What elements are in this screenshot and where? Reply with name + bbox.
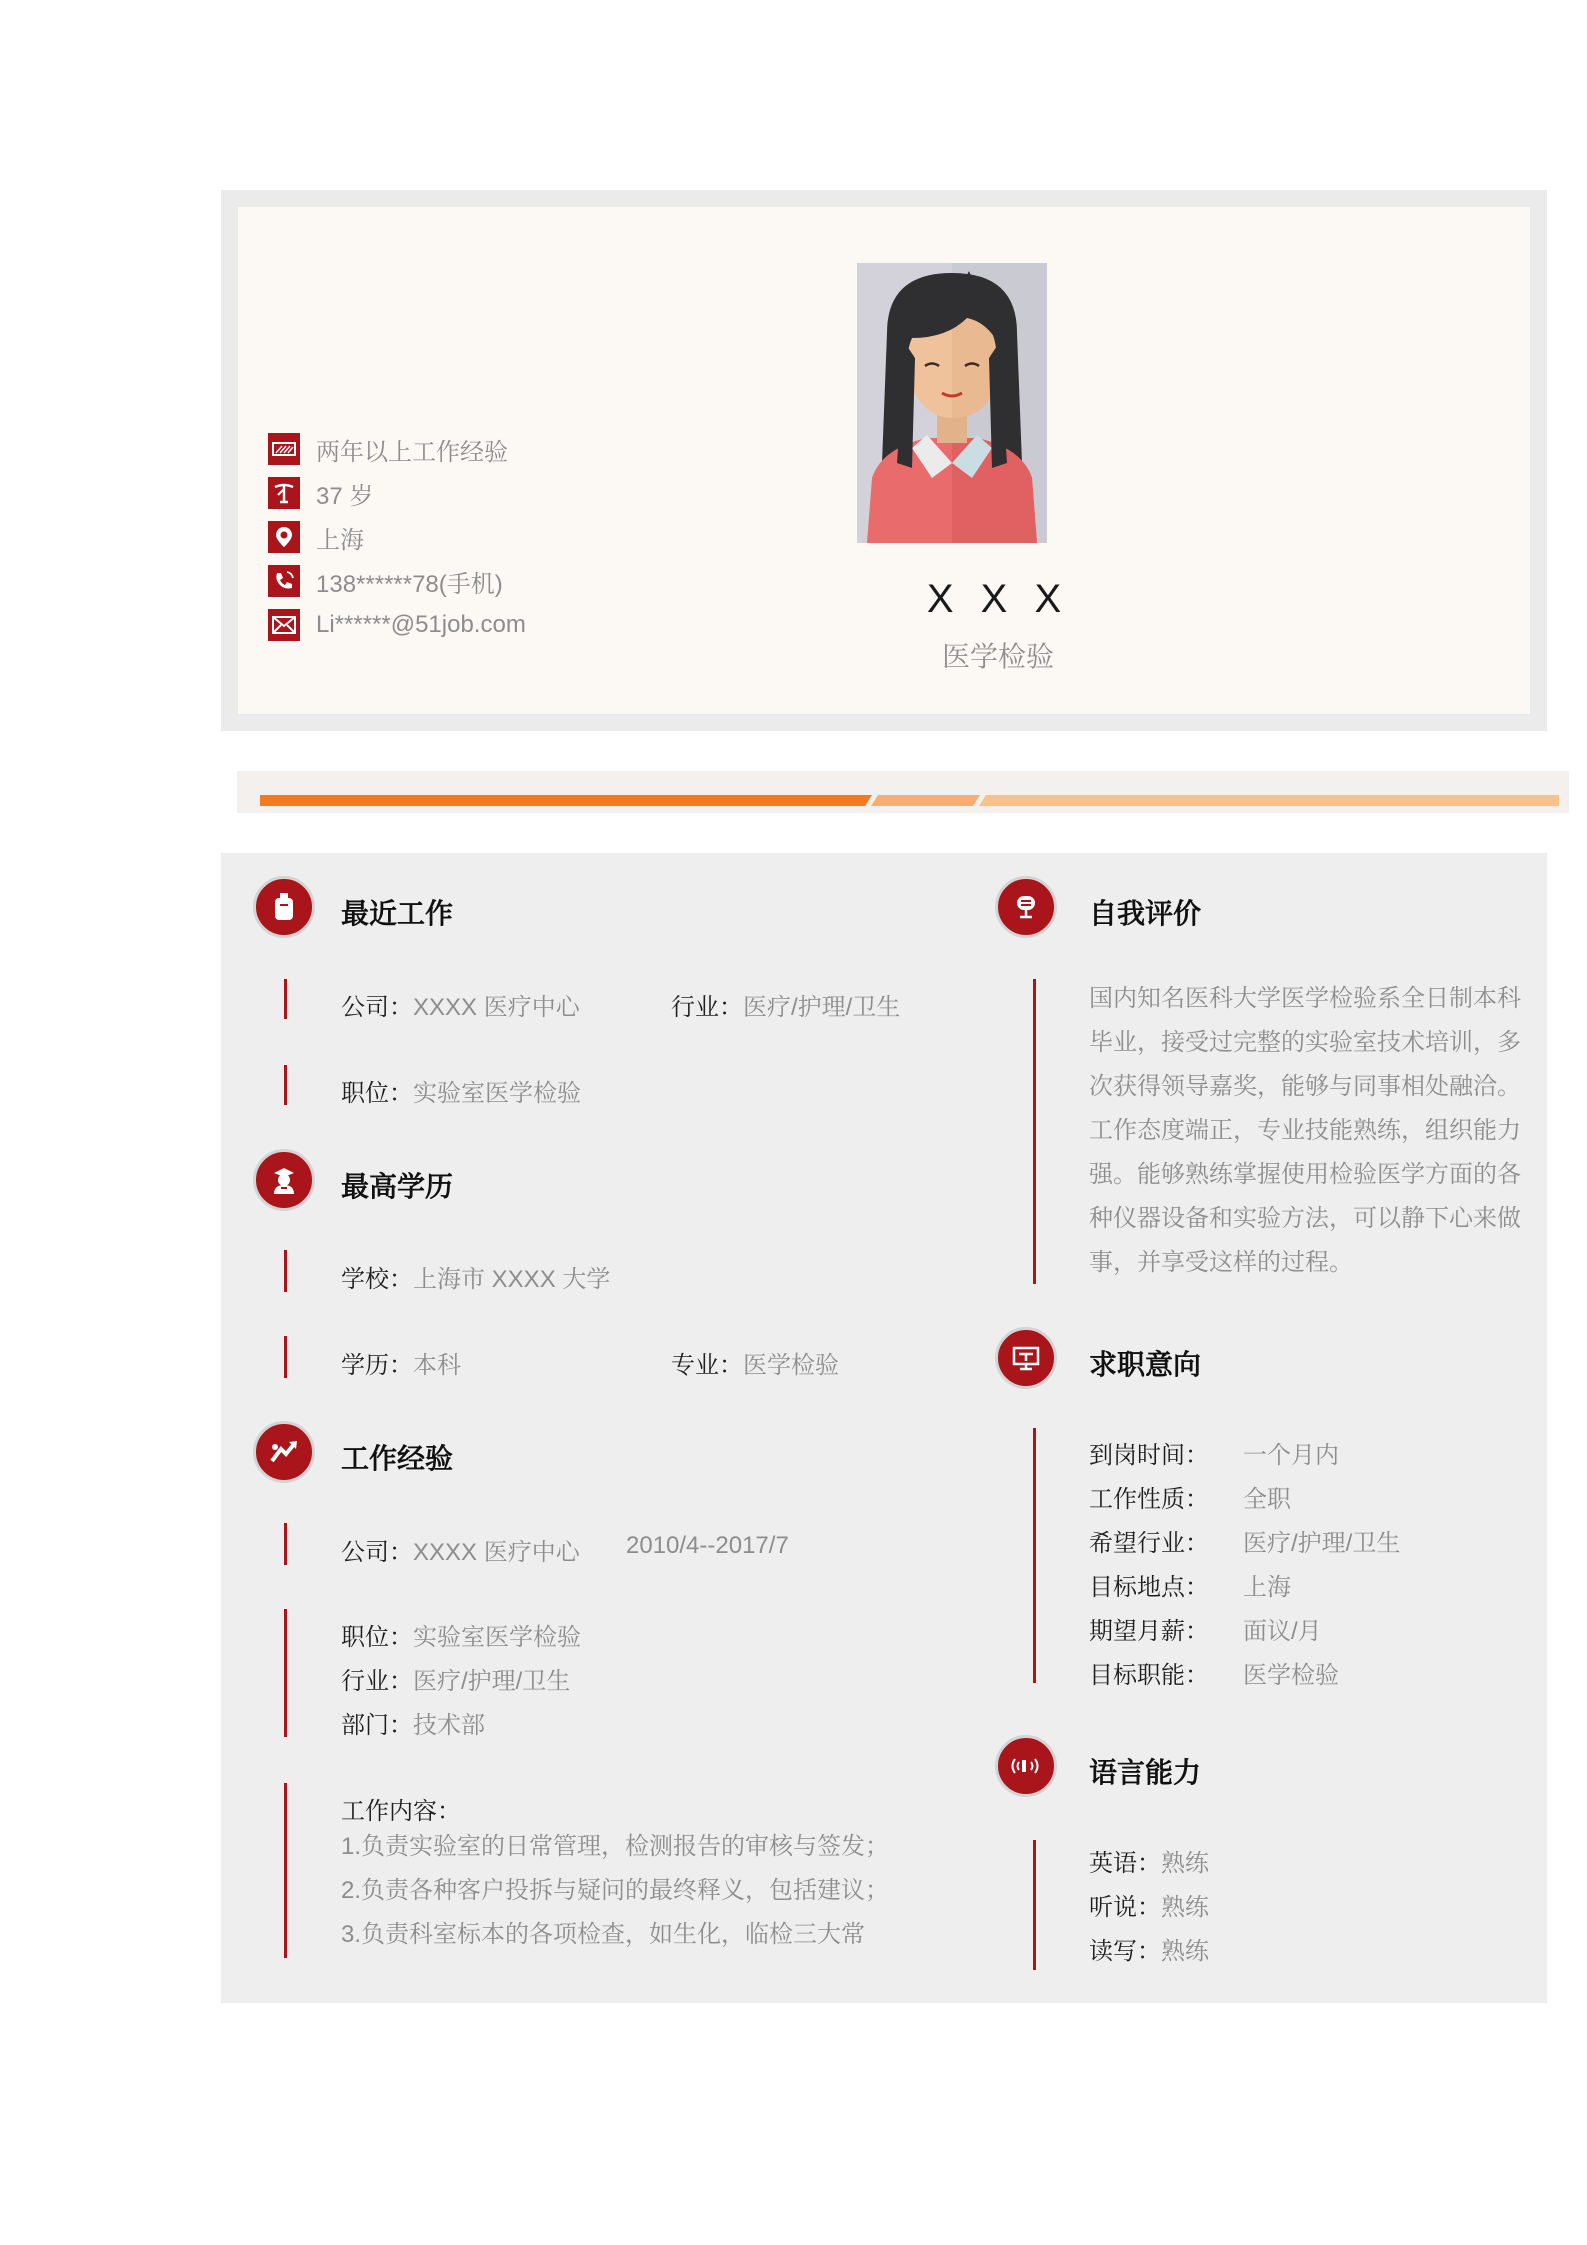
intent-value: 面议/月: [1243, 1618, 1322, 1645]
timeline-line: [1033, 1840, 1036, 1970]
intent-key: 希望行业：: [1089, 1530, 1209, 1557]
phone-text: 138******78(手机): [316, 570, 503, 598]
recent-work-icon: [253, 876, 315, 938]
job-intent-icon: [995, 1327, 1057, 1389]
experience-dept: [341, 1705, 485, 1740]
intent-row: [1089, 1655, 1339, 1690]
experience-position: [341, 1617, 581, 1652]
recent-company: [341, 987, 580, 1022]
self-eval-line: 事，并享受这样的过程。: [1089, 1249, 1353, 1276]
major-value: 医学检验: [743, 1352, 839, 1379]
experience-title: 工作经验: [341, 1443, 454, 1474]
exp-position-value: 实验室医学检验: [413, 1624, 581, 1651]
timeline-line: [1033, 979, 1036, 1284]
intent-key: 目标职能：: [1089, 1662, 1209, 1689]
info-row-age: [268, 471, 526, 515]
exp-company-value: XXXX 医疗中心: [413, 1539, 580, 1566]
recent-position-label: 职位：: [341, 1080, 413, 1107]
intent-value: 上海: [1243, 1574, 1291, 1601]
exp-industry-value: 医疗/护理/卫生: [413, 1668, 571, 1695]
self-eval-line: 工作态度端正，专业技能熟练，组织能力: [1089, 1117, 1521, 1144]
work-content-item: 1.负责实验室的日常管理，检测报告的审核与签发；: [341, 1833, 890, 1860]
age-icon: [268, 477, 300, 509]
intent-row: [1089, 1567, 1291, 1602]
intent-value: 医学检验: [1243, 1662, 1339, 1689]
self-eval-line: 国内知名医科大学医学检验系全日制本科: [1089, 985, 1521, 1012]
profile-header: [221, 190, 1547, 731]
language-value: 熟练: [1161, 1938, 1209, 1965]
experience-period: 2010/4--2017/7: [626, 1532, 789, 1559]
degree-value: 本科: [413, 1352, 461, 1379]
email-text: Li******@51job.com: [316, 611, 526, 638]
exp-dept-value: 技术部: [413, 1712, 485, 1739]
timeline-line: [284, 1336, 287, 1378]
self-eval-line: 次获得领导嘉奖，能够与同事相处融洽。: [1089, 1073, 1521, 1100]
school-value: 上海市 XXXX 大学: [413, 1266, 611, 1293]
self-eval-text: [1089, 977, 1521, 1285]
intent-row: [1089, 1435, 1339, 1470]
location-text: 上海: [316, 526, 364, 554]
exp-company-label: 公司：: [341, 1539, 413, 1566]
exp-position-label: 职位：: [341, 1624, 413, 1651]
intent-key: 目标地点：: [1089, 1574, 1209, 1601]
language-title: 语言能力: [1089, 1757, 1202, 1788]
intent-key: 期望月薪：: [1089, 1618, 1209, 1645]
intent-key: 工作性质：: [1089, 1486, 1209, 1513]
language-value: 熟练: [1161, 1850, 1209, 1877]
recent-industry: [671, 987, 900, 1022]
education-school: [341, 1259, 610, 1294]
location-icon: [268, 521, 300, 553]
job-intent-title: 求职意向: [1089, 1349, 1202, 1380]
language-key: 听说：: [1089, 1894, 1161, 1921]
recent-work-title: 最近工作: [341, 898, 454, 929]
timeline-line: [284, 979, 287, 1019]
info-row-location: [268, 515, 526, 559]
recent-company-value: XXXX 医疗中心: [413, 994, 580, 1021]
age-text: 37 岁: [316, 482, 374, 510]
experience-icon: [253, 1421, 315, 1483]
self-eval-line: 毕业，接受过完整的实验室技术培训，多: [1089, 1029, 1521, 1056]
self-eval-icon: [995, 876, 1057, 938]
intent-value: 全职: [1243, 1486, 1291, 1513]
intent-row: [1089, 1611, 1322, 1646]
orange-divider-bar: [260, 795, 1559, 806]
language-row: [1089, 1843, 1209, 1878]
timeline-line: [284, 1523, 287, 1565]
work-content-list: [341, 1825, 889, 1957]
education-title: 最高学历: [341, 1171, 454, 1202]
timeline-line: [284, 1250, 287, 1292]
recent-company-label: 公司：: [341, 994, 413, 1021]
intent-value: 一个月内: [1243, 1442, 1339, 1469]
education-degree: [341, 1345, 461, 1380]
intent-value: 医疗/护理/卫生: [1243, 1530, 1401, 1557]
exp-dept-label: 部门：: [341, 1712, 413, 1739]
info-row-experience: [268, 427, 526, 471]
briefcase-icon: [268, 433, 300, 465]
language-key: 读写：: [1089, 1938, 1161, 1965]
recent-industry-label: 行业：: [671, 994, 743, 1021]
language-icon: [995, 1735, 1057, 1797]
work-content-item: 2.负责各种客户投拆与疑问的最终释义，包括建议；: [341, 1877, 890, 1904]
self-eval-line: 强。能够熟练掌握使用检验医学方面的各: [1089, 1161, 1521, 1188]
recent-industry-value: 医疗/护理/卫生: [743, 994, 901, 1021]
degree-label: 学历：: [341, 1352, 413, 1379]
education-major: [671, 1345, 839, 1380]
profile-photo: [857, 263, 1047, 543]
candidate-name: X X X: [926, 577, 1070, 621]
timeline-line: [284, 1609, 287, 1737]
experience-text: 两年以上工作经验: [316, 438, 508, 466]
intent-row: [1089, 1523, 1400, 1558]
intent-row: [1089, 1479, 1291, 1514]
language-row: [1089, 1887, 1209, 1922]
major-label: 专业：: [671, 1352, 743, 1379]
recent-position: [341, 1073, 581, 1108]
timeline-line: [1033, 1428, 1036, 1683]
candidate-title: 医学检验: [941, 641, 1054, 672]
self-eval-title: 自我评价: [1089, 898, 1202, 929]
timeline-line: [284, 1065, 287, 1105]
work-content-item: 3.负责科室标本的各项检查，如生化，临检三大常: [341, 1921, 866, 1948]
intent-key: 到岗时间：: [1089, 1442, 1209, 1469]
education-icon: [253, 1149, 315, 1211]
self-eval-line: 种仪器设备和实验方法，可以静下心来做: [1089, 1205, 1521, 1232]
language-key: 英语：: [1089, 1850, 1161, 1877]
resume-body: [221, 853, 1547, 2003]
language-row: [1089, 1931, 1209, 1966]
school-label: 学校：: [341, 1266, 413, 1293]
language-value: 熟练: [1161, 1894, 1209, 1921]
experience-industry: [341, 1661, 570, 1696]
exp-industry-label: 行业：: [341, 1668, 413, 1695]
work-content-label: 工作内容：: [341, 1798, 461, 1825]
section-divider: [237, 771, 1569, 813]
recent-position-value: 实验室医学检验: [413, 1080, 581, 1107]
timeline-line: [284, 1783, 287, 1958]
experience-company: [341, 1532, 580, 1567]
profile-header-inner: [238, 207, 1530, 714]
